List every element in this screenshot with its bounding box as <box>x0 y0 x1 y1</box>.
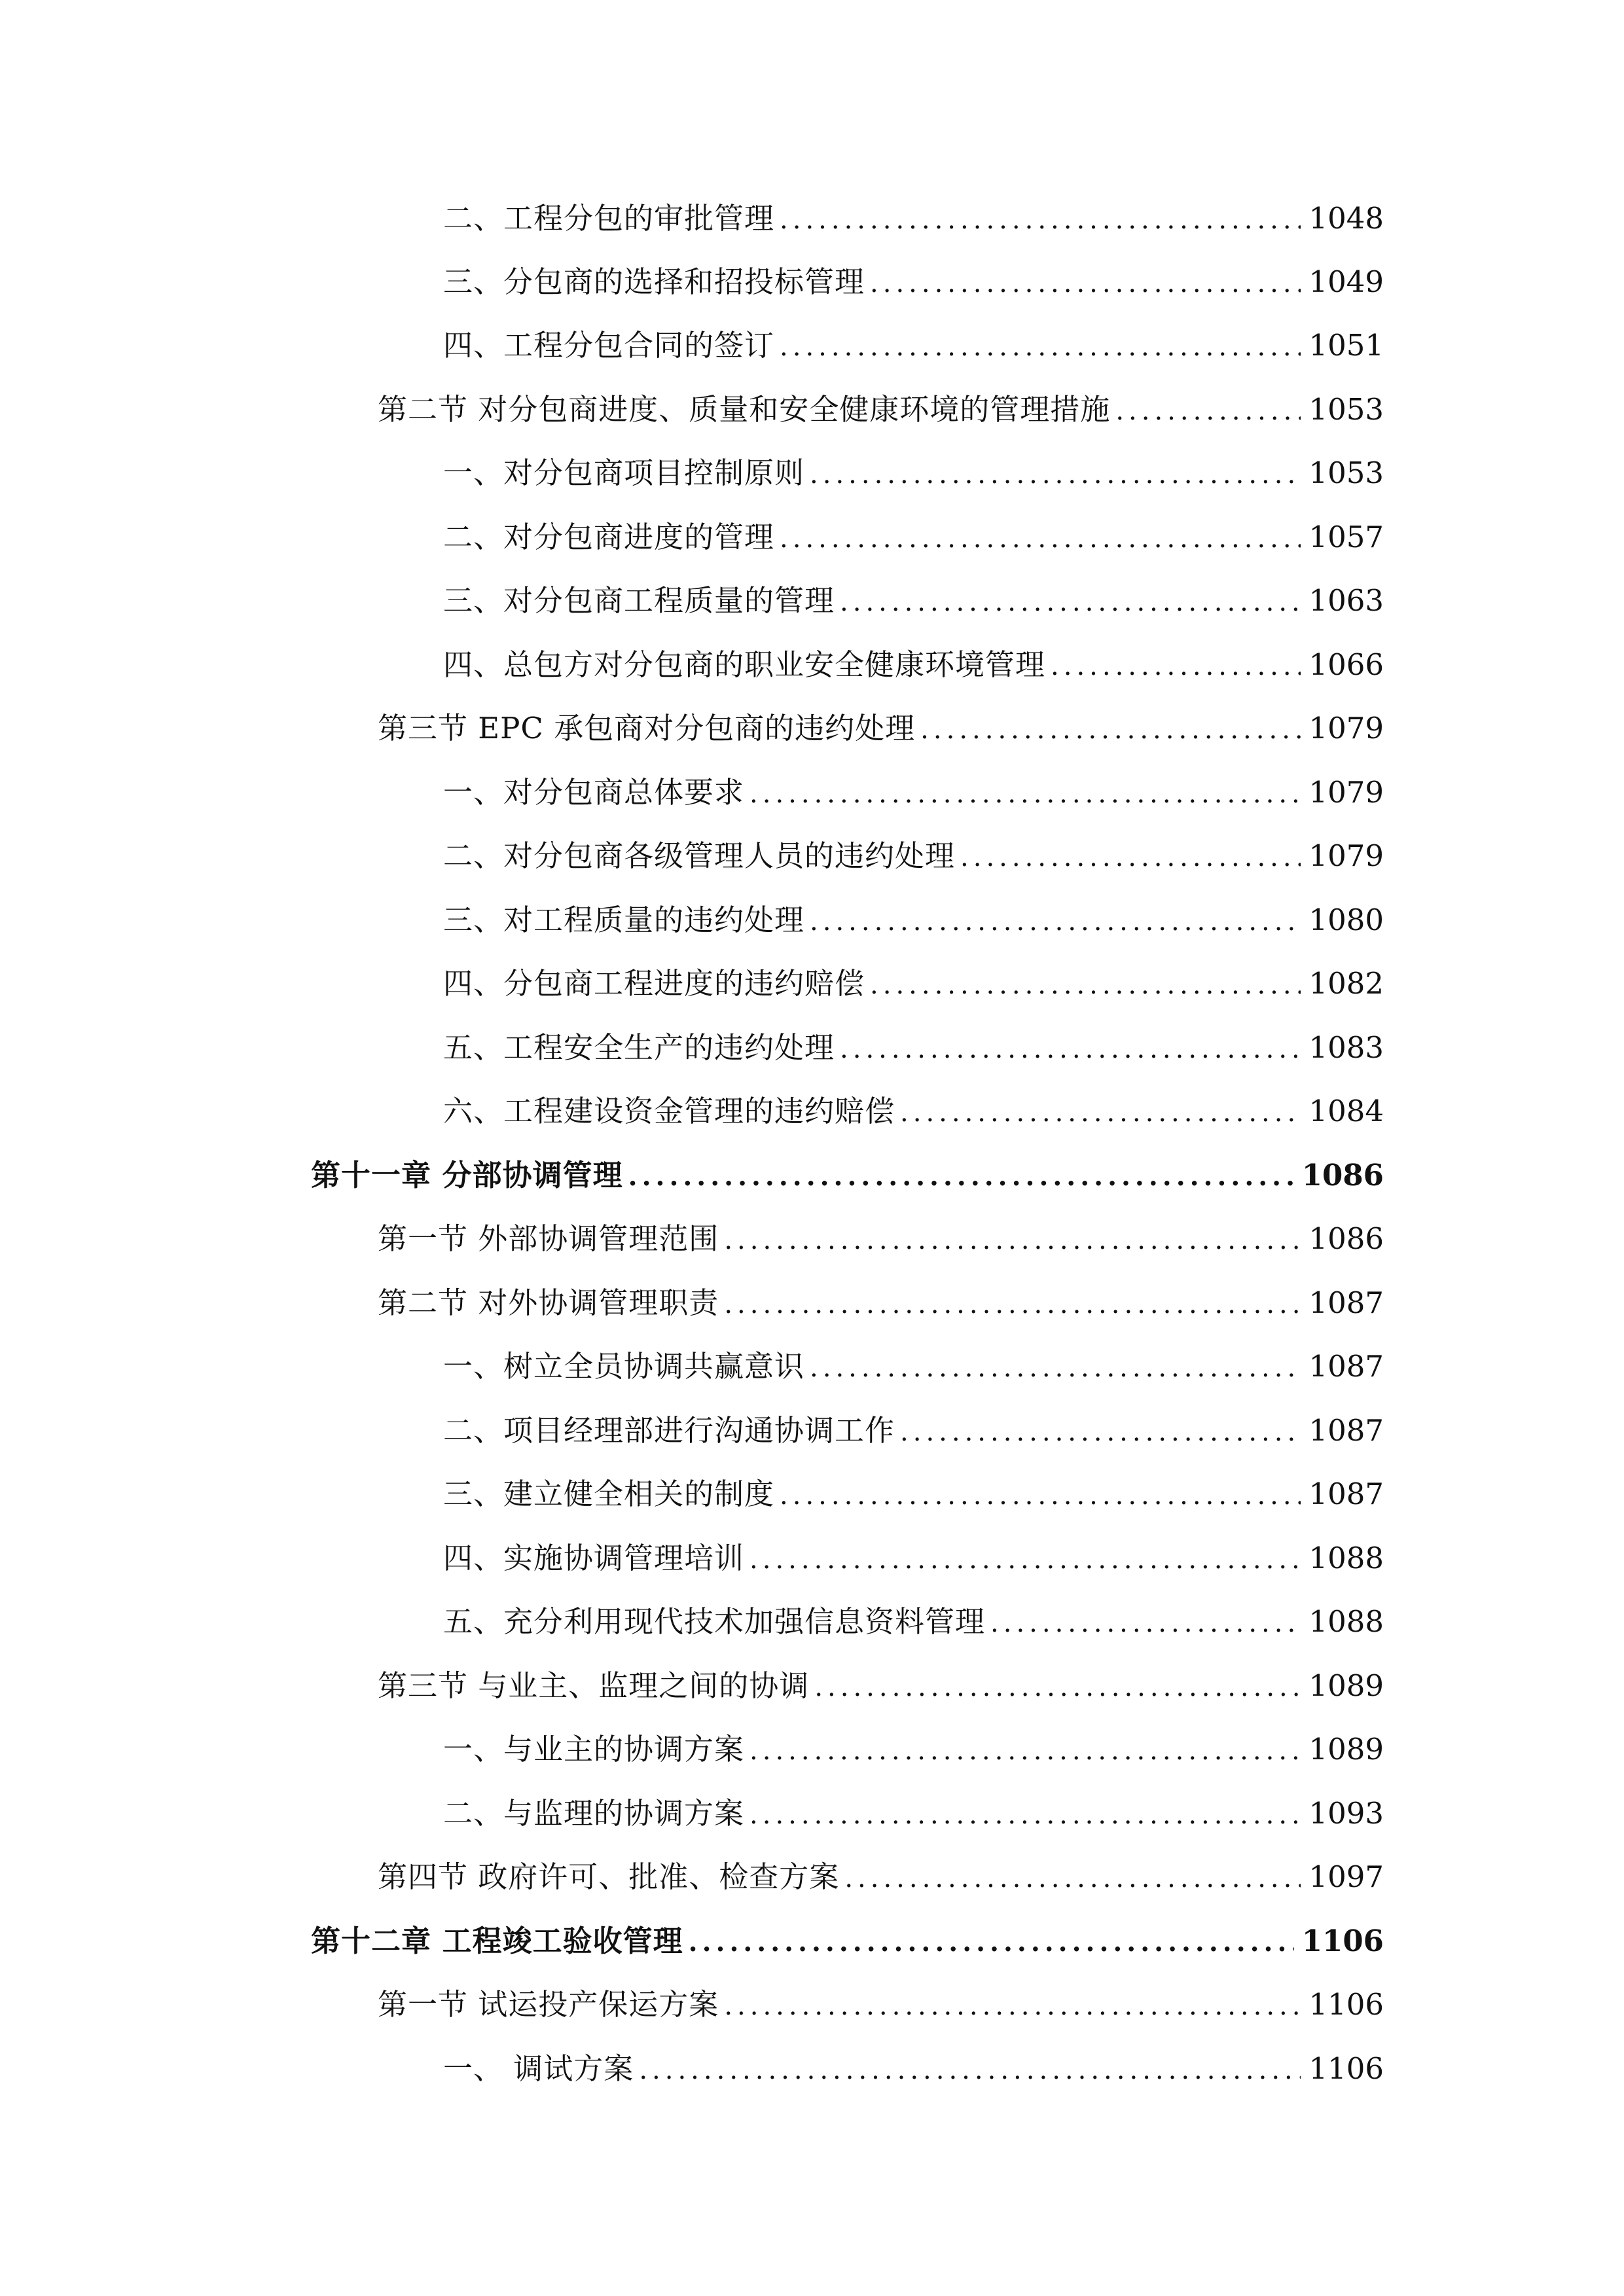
toc-entry-title: 二、项目经理部进行沟通协调工作 <box>443 1413 895 1448</box>
toc-entry-page: 1087 <box>1308 1349 1384 1384</box>
toc-entry-page: 1106 <box>1308 2051 1384 2086</box>
toc-entry-page: 1088 <box>1308 1541 1384 1575</box>
dot-leader <box>724 1221 1301 1260</box>
dot-leader <box>870 264 1301 303</box>
toc-entry[interactable] <box>311 1922 1384 1961</box>
dot-leader <box>844 1859 1301 1898</box>
toc-entry-title: 五、充分利用现代技术加强信息资料管理 <box>443 1604 986 1639</box>
toc-entry-page: 1086 <box>1308 1221 1384 1256</box>
dot-leader <box>749 774 1301 814</box>
dot-leader <box>689 1923 1294 1962</box>
toc-entry[interactable] <box>443 1028 1384 1067</box>
dot-leader <box>870 965 1301 1005</box>
toc-entry-title: 第十二章 工程竣工验收管理 <box>311 1924 683 1958</box>
toc-entry-title: 一、对分包商总体要求 <box>443 775 745 810</box>
toc-entry[interactable] <box>443 1475 1384 1514</box>
toc-entry-page: 1089 <box>1308 1732 1384 1767</box>
toc-entry-page: 1088 <box>1308 1604 1384 1639</box>
toc-entry-page: 1097 <box>1308 1859 1384 1894</box>
toc-entry-title: 一、与业主的协调方案 <box>443 1732 745 1767</box>
toc-entry[interactable] <box>443 454 1384 493</box>
toc-entry-page: 1080 <box>1308 903 1384 937</box>
toc-entry-title: 四、工程分包合同的签订 <box>443 328 775 363</box>
toc-entry-page: 1079 <box>1308 711 1384 745</box>
toc-entry[interactable] <box>443 2049 1384 2089</box>
dot-leader <box>810 1348 1301 1388</box>
toc-entry-title: 一、对分包商项目控制原则 <box>443 456 805 490</box>
toc-entry[interactable] <box>443 645 1384 685</box>
toc-entry[interactable] <box>443 836 1384 876</box>
toc-entry-title: 四、分包商工程进度的违约赔偿 <box>443 966 865 1001</box>
toc-entry-page: 1084 <box>1308 1094 1384 1128</box>
toc-entry-title: 一、树立全员协调共赢意识 <box>443 1349 805 1384</box>
toc-entry-title: 第二节 对分包商进度、质量和安全健康环境的管理措施 <box>378 392 1111 427</box>
toc-entry-page: 1089 <box>1308 1668 1384 1703</box>
dot-leader <box>749 1540 1301 1579</box>
toc-entry-page: 1066 <box>1308 647 1384 682</box>
dot-leader <box>780 327 1301 367</box>
dot-leader <box>639 2051 1301 2090</box>
toc-entry-page: 1048 <box>1308 201 1384 236</box>
toc-entry[interactable] <box>443 1602 1384 1641</box>
dot-leader <box>960 838 1301 877</box>
toc-entry-page: 1057 <box>1308 520 1384 554</box>
dot-leader <box>780 1476 1301 1515</box>
toc-entry-title: 二、对分包商进度的管理 <box>443 520 775 554</box>
toc-entry-title: 第三节 与业主、监理之间的协调 <box>378 1668 810 1703</box>
dot-leader <box>814 1668 1301 1707</box>
dot-leader <box>810 902 1301 941</box>
toc-entry-page: 1053 <box>1308 392 1384 427</box>
toc-entry-title: 二、对分包商各级管理人员的违约处理 <box>443 838 956 873</box>
toc-entry-title: 第十一章 分部协调管理 <box>311 1158 623 1193</box>
dot-leader <box>810 455 1301 494</box>
toc-entry[interactable] <box>378 1985 1384 2024</box>
toc-entry-page: 1083 <box>1308 1030 1384 1065</box>
toc-entry-title: 第四节 政府许可、批准、检查方案 <box>378 1859 840 1894</box>
toc-entry-page: 1079 <box>1308 775 1384 810</box>
toc-entry-title: 三、对工程质量的违约处理 <box>443 903 805 937</box>
toc-entry[interactable] <box>443 773 1384 812</box>
dot-leader <box>840 1030 1301 1069</box>
toc-entry[interactable] <box>443 262 1384 302</box>
toc-entry[interactable] <box>443 1411 1384 1450</box>
dot-leader <box>749 1731 1301 1770</box>
toc-entry-title: 三、分包商的选择和招投标管理 <box>443 264 865 299</box>
toc-entry-page: 1049 <box>1308 264 1384 299</box>
dot-leader <box>749 1795 1301 1835</box>
toc-entry-page: 1079 <box>1308 838 1384 873</box>
toc-entry-title: 三、建立健全相关的制度 <box>443 1477 775 1511</box>
toc-entry-title: 二、工程分包的审批管理 <box>443 201 775 236</box>
toc-entry-title: 四、实施协调管理培训 <box>443 1541 745 1575</box>
dot-leader <box>990 1604 1301 1643</box>
toc-entry-title: 第一节 试运投产保运方案 <box>378 1987 719 2022</box>
toc-entry[interactable] <box>443 1092 1384 1131</box>
toc-entry-page: 1106 <box>1308 1987 1384 2022</box>
toc-entry-page: 1087 <box>1308 1477 1384 1511</box>
toc-entry-page: 1086 <box>1301 1158 1384 1193</box>
toc-entry-title: 一、 调试方案 <box>443 2051 634 2086</box>
toc-entry-page: 1082 <box>1308 966 1384 1001</box>
toc-entry-title: 第二节 对外协调管理职责 <box>378 1285 719 1320</box>
toc-entry-page: 1087 <box>1308 1413 1384 1448</box>
toc-entry[interactable] <box>443 326 1384 365</box>
toc-entry-page: 1093 <box>1308 1796 1384 1831</box>
toc-entry[interactable] <box>443 1794 1384 1833</box>
toc-entry[interactable] <box>378 1666 1384 1706</box>
toc-entry-page: 1063 <box>1308 583 1384 618</box>
toc-entry[interactable] <box>443 901 1384 940</box>
dot-leader <box>1051 647 1301 686</box>
dot-leader <box>724 1986 1301 2026</box>
toc-entry[interactable] <box>443 964 1384 1003</box>
dot-leader <box>1115 391 1301 431</box>
toc-entry-title: 第一节 外部协调管理范围 <box>378 1221 719 1256</box>
toc-entry-page: 1087 <box>1308 1285 1384 1320</box>
toc-entry[interactable] <box>443 518 1384 557</box>
toc-entry[interactable] <box>443 1730 1384 1769</box>
toc-entry[interactable] <box>378 390 1384 429</box>
toc-entry-page: 1051 <box>1308 328 1384 363</box>
toc-entry[interactable] <box>378 1283 1384 1323</box>
toc-entry-page: 1106 <box>1301 1924 1384 1958</box>
dot-leader <box>724 1285 1301 1324</box>
dot-leader <box>780 200 1301 240</box>
toc-entry-title: 二、与监理的协调方案 <box>443 1796 745 1831</box>
toc-entry[interactable] <box>378 709 1384 748</box>
dot-leader <box>840 583 1301 622</box>
toc-entry[interactable] <box>378 1857 1384 1897</box>
dot-leader <box>920 710 1301 749</box>
toc-entry[interactable] <box>443 199 1384 238</box>
toc-entry-page: 1053 <box>1308 456 1384 490</box>
toc-entry[interactable] <box>311 1156 1384 1195</box>
dot-leader <box>780 519 1301 558</box>
toc-entry[interactable] <box>443 1539 1384 1578</box>
dot-leader <box>900 1093 1301 1132</box>
toc-entry[interactable] <box>443 1347 1384 1386</box>
toc-entry[interactable] <box>443 581 1384 620</box>
toc-entry-title: 五、工程安全生产的违约处理 <box>443 1030 835 1065</box>
dot-leader <box>900 1412 1301 1452</box>
toc-entry-title: 六、工程建设资金管理的违约赔偿 <box>443 1094 895 1128</box>
toc-entry-title: 第三节 EPC 承包商对分包商的违约处理 <box>378 711 916 745</box>
toc-entry[interactable] <box>378 1219 1384 1259</box>
toc-entry-title: 三、对分包商工程质量的管理 <box>443 583 835 618</box>
toc-entry-title: 四、总包方对分包商的职业安全健康环境管理 <box>443 647 1046 682</box>
dot-leader <box>628 1157 1294 1196</box>
